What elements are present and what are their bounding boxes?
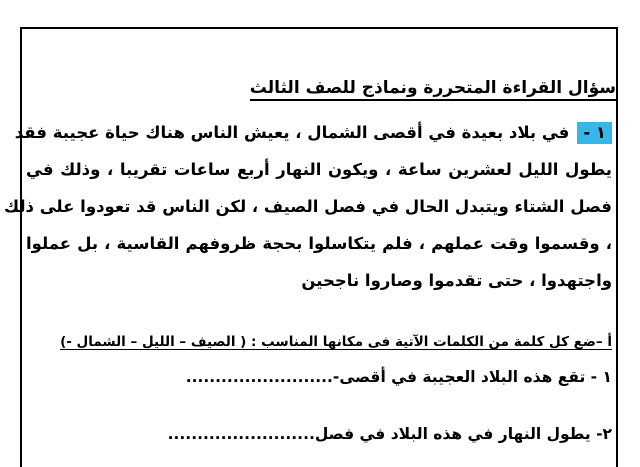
passage-line — [14, 114, 612, 151]
fill-in-question: ١ - تقع هذه البلاد العجيبة في أقصى-......................... — [185, 368, 612, 386]
exercise-instruction: أ –ضع كل كلمة من الكلمات الآتية فى مكانها المناسب : ( الصيف – الليل – الشمال -) — [60, 334, 612, 350]
reading-passage — [3, 114, 612, 299]
passage-line: واجتهدوا ، حتى تقدموا وصاروا ناجحين — [301, 271, 612, 290]
question-number-badge: ١ - — [577, 122, 612, 144]
title-text: سؤال القراءة المتحررة ونماذج للصف الثالث — [250, 78, 616, 101]
passage-line: يطول الليل لعشرين ساعة ، ويكون النهار أربع ساعات تقريبا ، وذلك في — [26, 160, 612, 179]
passage-line: فصل الشتاء ويتبدل الحال في فصل الصيف ، لكن الناس قد تعودوا على ذلك — [3, 197, 612, 216]
worksheet-title — [250, 78, 616, 98]
passage-line-text: في بلاد بعيدة في أقصى الشمال ، يعيش الناس هناك حياة عجيبة فقد — [14, 123, 570, 142]
passage-line: ، وقسموا وقت عملهم ، فلم يتكاسلوا بحجة ظروفهم القاسية ، بل عملوا — [26, 234, 612, 253]
fill-in-question: ٢- يطول النهار في هذه البلاد في فصل......................... — [167, 425, 612, 443]
